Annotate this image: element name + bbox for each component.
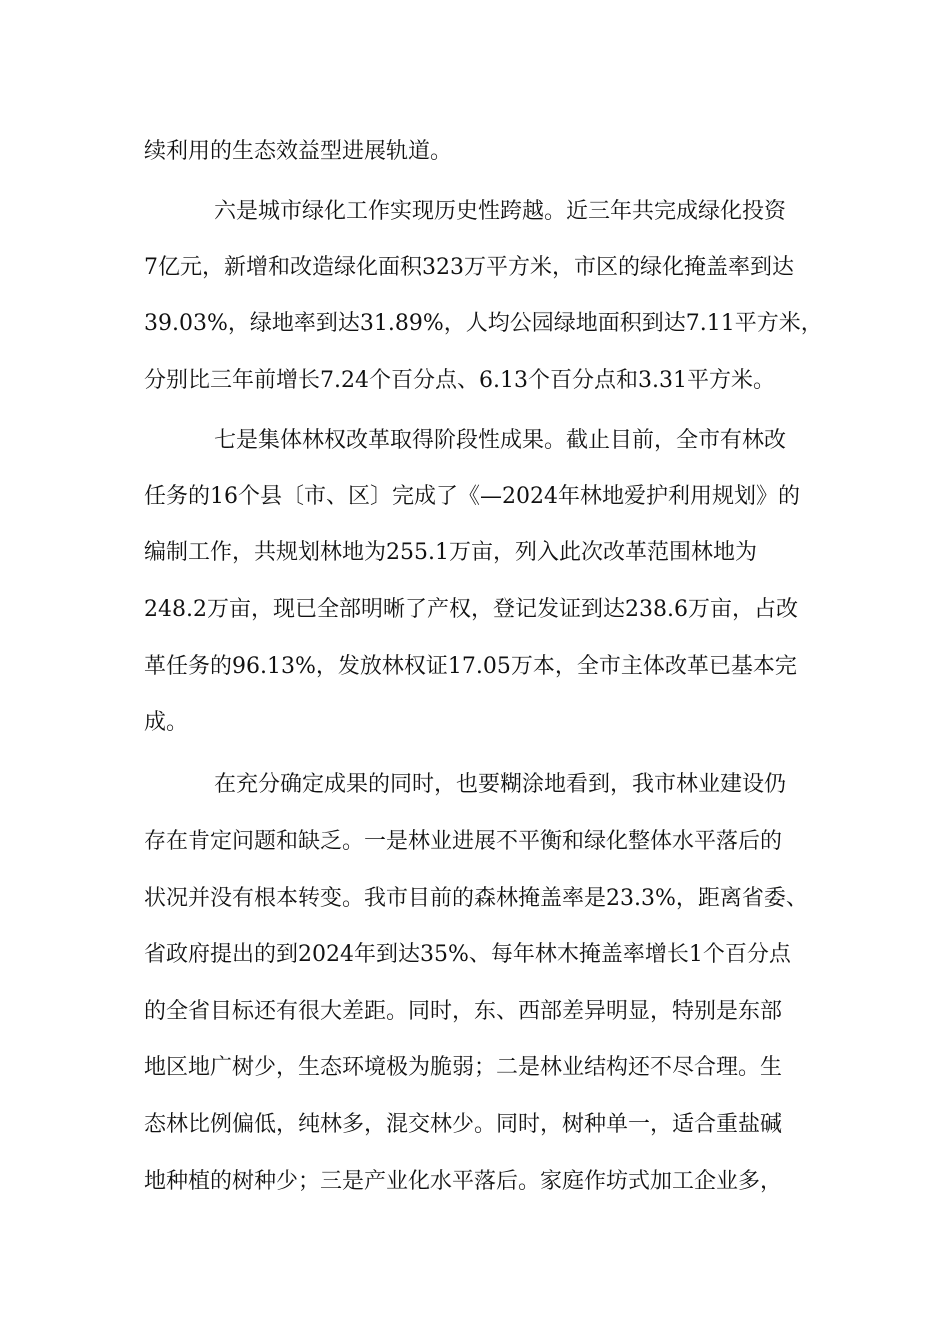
text-line: 的全省目标还有很大差距。同时，东、西部差异明显，特别是东部	[144, 999, 783, 1024]
text-line: 存在肯定问题和缺乏。一是林业进展不平衡和绿化整体水平落后的	[144, 829, 783, 854]
text-line: 续利用的生态效益型进展轨道。	[144, 139, 453, 164]
text-line: 地区地广树少，生态环境极为脆弱；二是林业结构还不尽合理。生	[144, 1055, 783, 1080]
text-line: 状况并没有根本转变。我市目前的森林掩盖率是23.3%，距离省委、	[144, 886, 808, 911]
text-line: 编制工作，共规划林地为255.1万亩，列入此次改革范围林地为	[144, 540, 757, 565]
text-line: 7亿元，新增和改造绿化面积323万平方米，市区的绿化掩盖率到达	[144, 255, 794, 280]
text-line: 248.2万亩，现已全部明晰了产权，登记发证到达238.6万亩，占改	[144, 597, 798, 622]
text-line: 分别比三年前增长7.24个百分点、6.13个百分点和3.31平方米。	[144, 368, 775, 393]
paragraph-first-line: 六是城市绿化工作实现历史性跨越。近三年共完成绿化投资	[214, 199, 787, 224]
paragraph-first-line: 七是集体林权改革取得阶段性成果。截止目前，全市有林改	[214, 428, 787, 453]
text-line: 革任务的96.13%，发放林权证17.05万本，全市主体改革已基本完	[144, 654, 797, 679]
text-line: 地种植的树种少；三是产业化水平落后。家庭作坊式加工企业多，	[144, 1169, 783, 1194]
text-line: 任务的16个县〔市、区〕完成了《—2024年林地爱护利用规划》的	[144, 484, 800, 509]
text-line: 39.03%，绿地率到达31.89%，人均公园绿地面积到达7.11平方米，	[144, 311, 823, 336]
text-line: 成。	[144, 710, 189, 735]
text-line: 省政府提出的到2024年到达35%、每年林木掩盖率增长1个百分点	[144, 942, 791, 967]
text-line: 态林比例偏低，纯林多，混交林少。同时，树种单一，适合重盐碱	[144, 1112, 783, 1137]
paragraph-first-line: 在充分确定成果的同时，也要糊涂地看到，我市林业建设仍	[214, 772, 787, 797]
